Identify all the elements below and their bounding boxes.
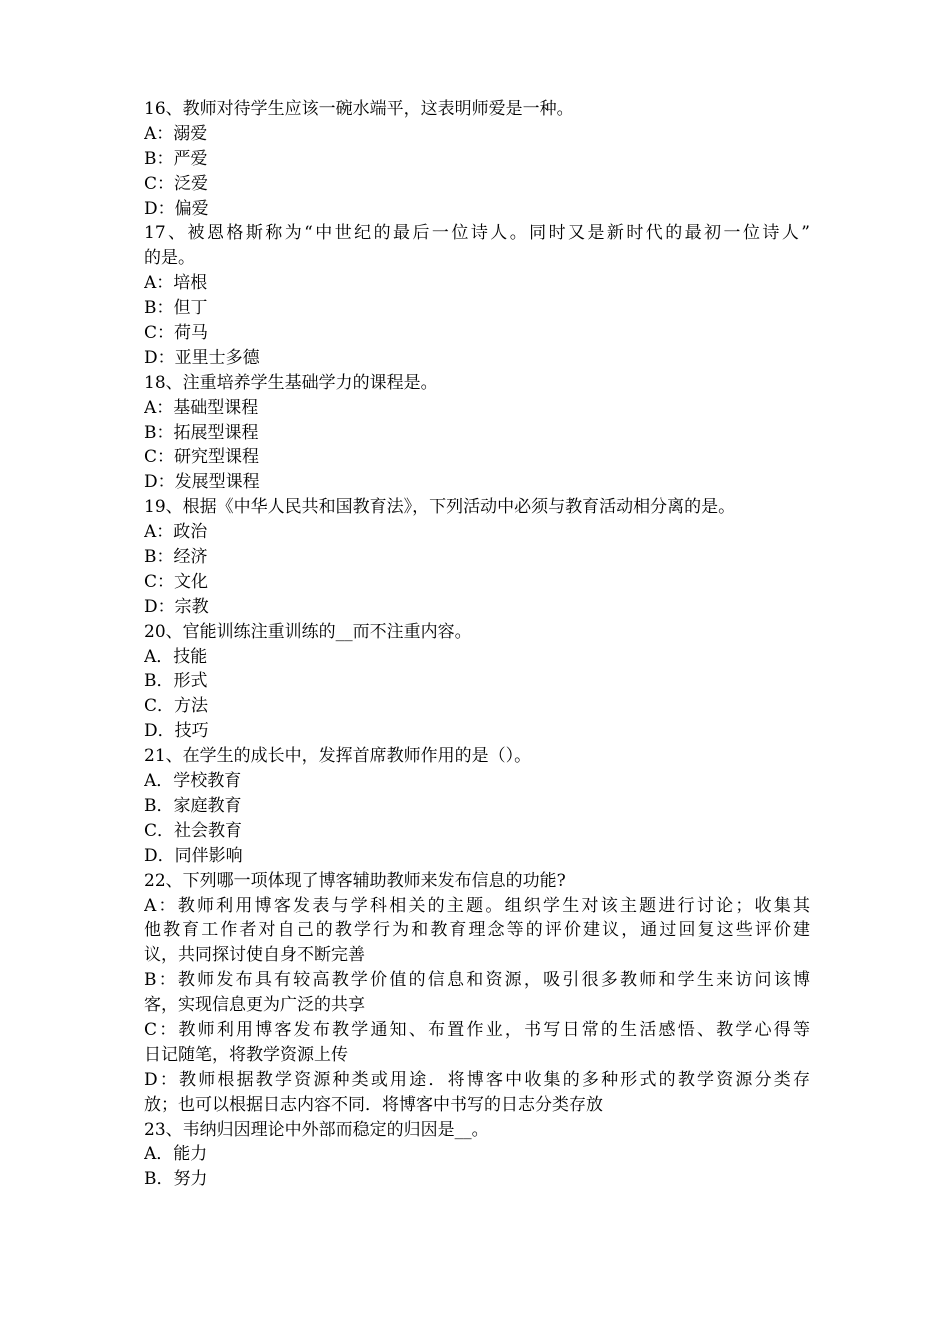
question-17-option-a: A：培根 <box>144 273 208 294</box>
question-21-option-c: C．社会教育 <box>144 820 243 841</box>
question-17-option-b: B：但丁 <box>144 298 208 319</box>
question-22-option-d: D：教师根据教学资源种类或用途．将博客中收集的多种形式的教学资源分类存 <box>144 1069 810 1090</box>
question-18-option-d: D：发展型课程 <box>144 472 260 493</box>
question-20-stem: 20、官能训练注重训练的__而不注重内容。 <box>144 621 472 642</box>
question-22-option-c: C：教师利用博客发布教学通知、布置作业，书写日常的生活感悟、教学心得等 <box>144 1019 810 1040</box>
question-22-stem: 22、下列哪一项体现了博客辅助教师来发布信息的功能? <box>144 870 566 891</box>
question-22-option-b: B：教师发布具有较高教学价值的信息和资源，吸引很多教师和学生来访问该博 <box>144 970 810 991</box>
question-20-option-a: A．技能 <box>144 646 208 667</box>
question-19-option-b: B：经济 <box>144 547 208 568</box>
question-20-option-c: C．方法 <box>144 696 209 717</box>
question-21-option-b: B．家庭教育 <box>144 795 242 816</box>
question-17-option-c: C：荷马 <box>144 323 209 344</box>
question-22-option-b-cont: 客，实现信息更为广泛的共享 <box>144 995 365 1016</box>
question-19-stem: 19、根据《中华人民共和国教育法》，下列活动中必须与教育活动相分离的是。 <box>144 497 736 518</box>
question-18-option-c: C：研究型课程 <box>144 447 260 468</box>
question-22-option-a: A：教师利用博客发表与学科相关的主题。组织学生对该主题进行讨论；收集其 <box>144 895 810 916</box>
question-17-stem: 17、被恩格斯称为“中世纪的最后一位诗人。同时又是新时代的最初一位诗人” <box>144 223 810 244</box>
question-19-option-d: D：宗教 <box>144 596 209 617</box>
question-22-option-c-cont: 日记随笔，将教学资源上传 <box>144 1044 348 1065</box>
question-17-option-d: D：亚里士多德 <box>144 347 260 368</box>
question-19-option-a: A：政治 <box>144 522 208 543</box>
question-16-option-a: A：溺爱 <box>144 123 208 144</box>
question-18-stem: 18、注重培养学生基础学力的课程是。 <box>144 372 438 393</box>
question-21-option-a: A．学校教育 <box>144 771 242 792</box>
question-21-option-d: D．同伴影响 <box>144 845 243 866</box>
question-22-option-a-cont: 他教育工作者对自己的教学行为和教育理念等的评价建议，通过回复这些评价建 <box>144 920 810 941</box>
question-23-option-b: B．努力 <box>144 1169 208 1190</box>
question-23-stem: 23、韦纳归因理论中外部而稳定的归因是__。 <box>144 1119 489 1140</box>
question-18-option-b: B：拓展型课程 <box>144 422 259 443</box>
question-16-stem: 16、教师对待学生应该一碗水端平，这表明师爱是一种。 <box>144 99 574 119</box>
question-19-option-c: C：文化 <box>144 571 209 592</box>
question-22-option-a-cont: 议，共同探讨使自身不断完善 <box>144 945 365 966</box>
document-page <box>144 97 810 1192</box>
question-16-option-b: B：严爱 <box>144 148 208 169</box>
question-20-option-d: D．技巧 <box>144 721 209 742</box>
question-18-option-a: A：基础型课程 <box>144 397 259 418</box>
question-20-option-b: B．形式 <box>144 671 208 692</box>
question-16-option-d: D：偏爱 <box>144 198 209 219</box>
question-22-option-d-cont: 放；也可以根据日志内容不同．将博客中书写的日志分类存放 <box>144 1094 603 1115</box>
question-17-stem-cont: 的是。 <box>144 248 195 269</box>
question-21-stem: 21、在学生的成长中，发挥首席教师作用的是（）。 <box>144 746 532 767</box>
question-16-option-c: C：泛爱 <box>144 173 209 194</box>
question-23-option-a: A．能力 <box>144 1144 208 1165</box>
